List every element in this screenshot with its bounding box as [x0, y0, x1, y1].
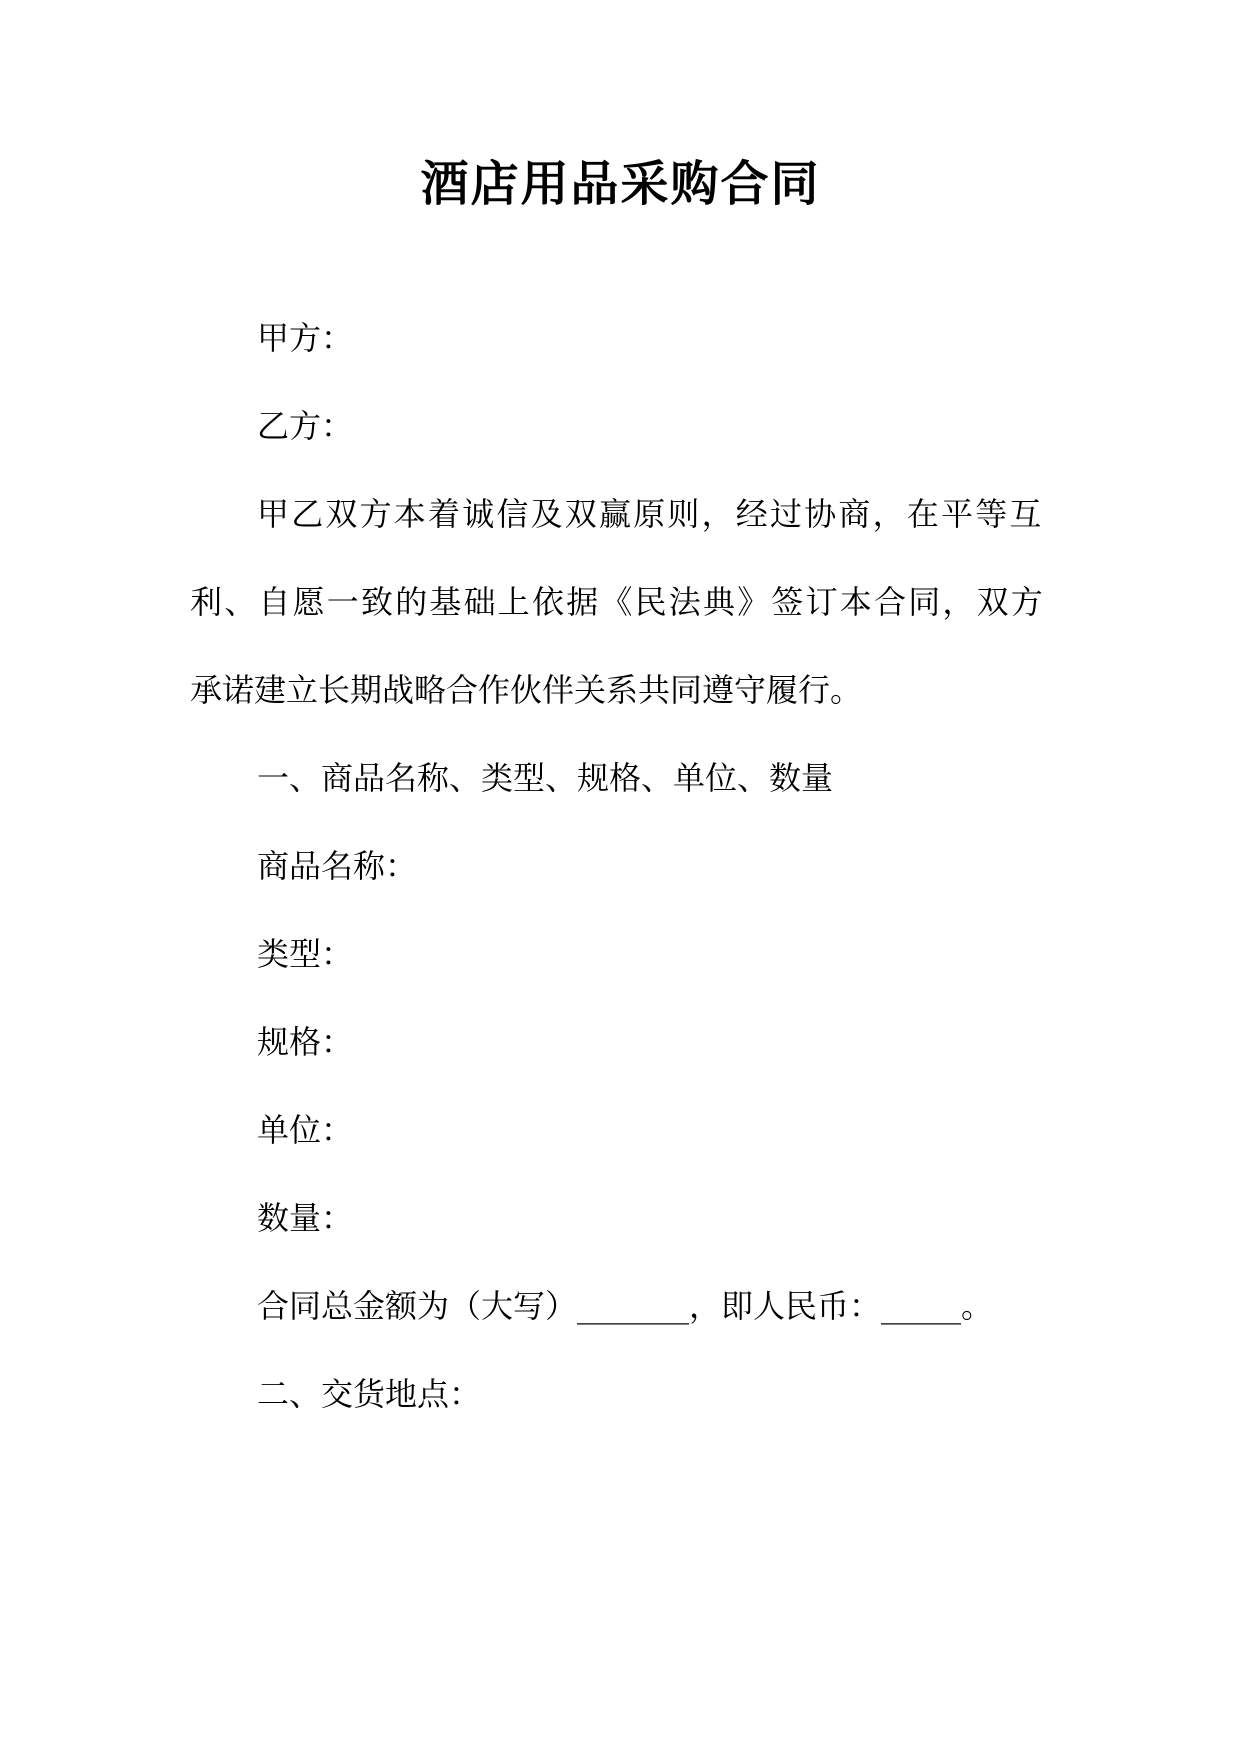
field-quantity: 数量：	[257, 1199, 354, 1237]
preamble-line-2: 利、自愿一致的基础上依据《民法典》签订本合同，双方	[190, 583, 1046, 621]
party-b-label: 乙方：	[257, 407, 354, 445]
section-1-heading: 一、商品名称、类型、规格、单位、数量	[257, 759, 834, 797]
field-type: 类型：	[257, 935, 354, 973]
section-2-heading: 二、交货地点：	[257, 1375, 482, 1413]
party-a-label: 甲方：	[257, 319, 354, 357]
preamble-line-1: 甲乙双方本着诚信及双赢原则，经过协商，在平等互	[257, 495, 1044, 533]
field-spec: 规格：	[257, 1023, 354, 1061]
total-amount-line: 合同总金额为（大写）_______，即人民币：_____。	[257, 1287, 994, 1325]
document-title: 酒店用品采购合同	[420, 156, 821, 212]
preamble-line-3: 承诺建立长期战略合作伙伴关系共同遵守履行。	[190, 671, 863, 709]
field-product-name: 商品名称：	[257, 847, 418, 885]
field-unit: 单位：	[257, 1111, 354, 1149]
